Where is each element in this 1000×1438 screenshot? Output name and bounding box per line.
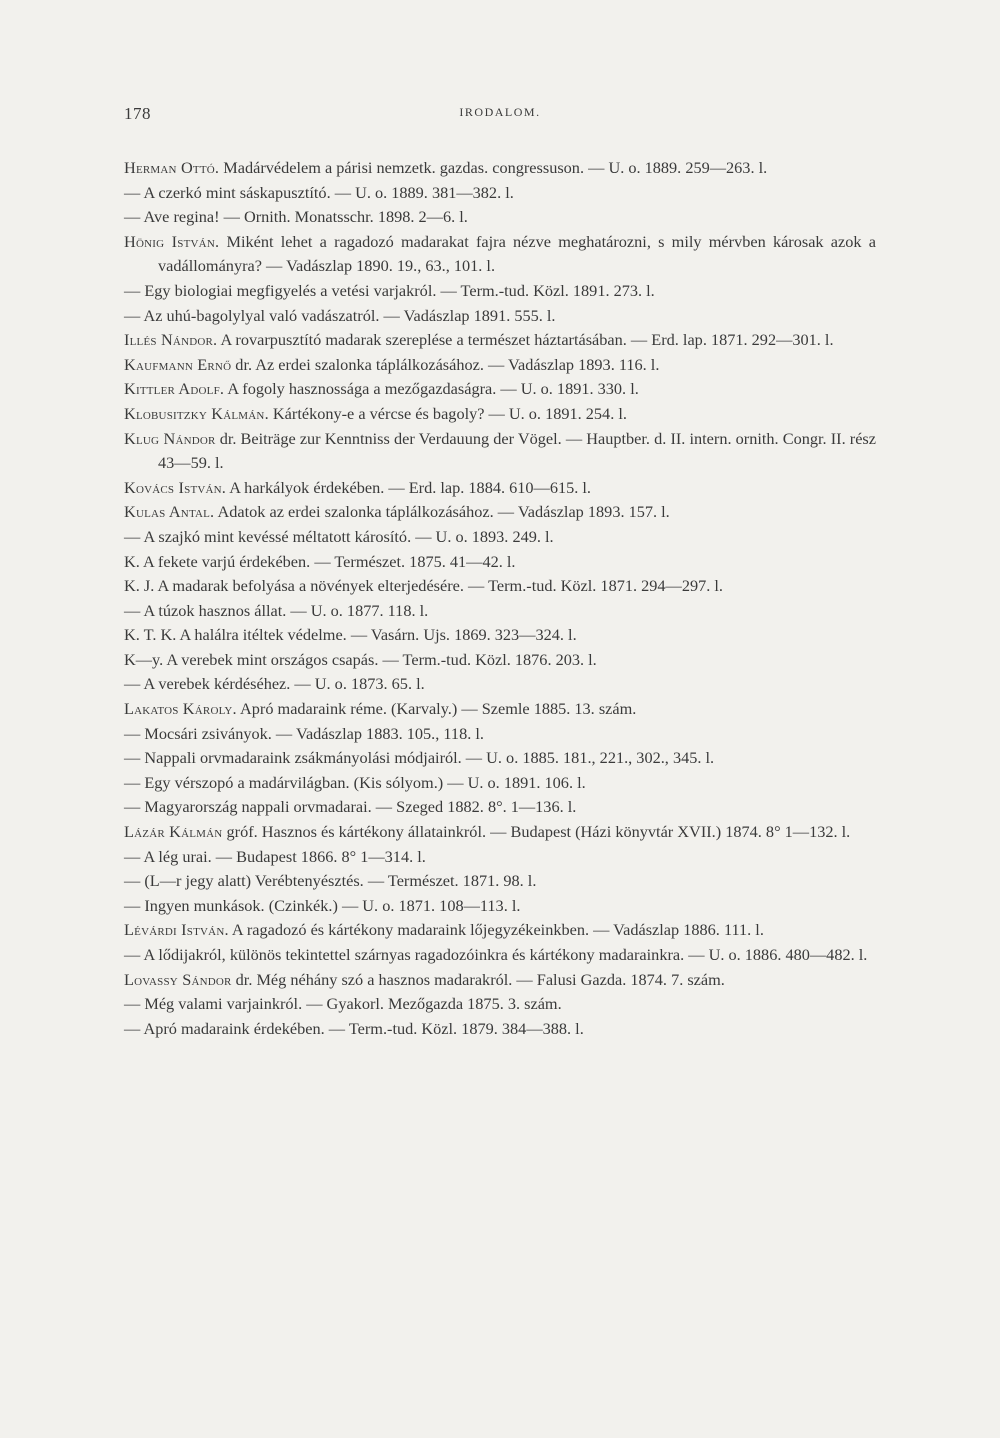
entry-text: A ragadozó és kártékony madaraink lőjegyzékeinkben. — Vadászlap 1886. 111. l. (231, 920, 764, 940)
bibliography-entry (124, 968, 876, 993)
entry-author: Herman Ottó. (124, 158, 220, 177)
entry-text: gróf. Hasznos és kártékony állatainkról. — Budapest (Házi könyvtár XVII.) 1874. 8° 1—132. l. (226, 822, 851, 842)
entry-author: Kittler Adolf. (124, 379, 225, 399)
entry-text: — Ave regina! — Ornith. Monatsschr. 1898. 2—6. l. (124, 207, 468, 227)
entry-author: Klobusitzky Kálmán. (124, 403, 269, 423)
entry-text: — Még valami varjainkról. — Gyakorl. Mezőgazda 1875. 3. szám. (124, 994, 562, 1014)
entry-author: Klug Nándor (124, 428, 216, 448)
entry-text: — A verebek kérdéséhez. — U. o. 1873. 65. l. (124, 674, 425, 694)
bibliography-entry (124, 894, 876, 919)
entry-text: dr. Még néhány szó a hasznos madarakról. — Falusi Gazda. 1874. 7. szám. (235, 969, 725, 989)
bibliography-entry (124, 525, 876, 550)
bibliography-entry (124, 574, 876, 599)
bibliography-entry (124, 918, 876, 943)
entry-text: — (L—r jegy alatt) Verébtenyésztés. — Természet. 1871. 98. l. (124, 871, 537, 891)
bibliography-entry (124, 279, 876, 304)
entry-text: — Ingyen munkások. (Czinkék.) — U. o. 1871. 108—113. l. (124, 895, 521, 915)
bibliography-entry (124, 156, 876, 181)
running-head: IRODALOM. (459, 105, 541, 119)
entry-text: Madárvédelem a párisi nemzetk. gazdas. congressuson. — U. o. 1889. 259—263. l. (223, 158, 768, 177)
entry-text: — Nappali orvmadaraink zsákmányolási módjairól. — U. o. 1885. 181., 221., 302., 345. l. (124, 748, 715, 768)
bibliography-entry (124, 230, 876, 279)
bibliography-entry (124, 697, 876, 722)
entry-text: dr. Az erdei szalonka táplálkozásához. — Vadászlap 1893. 116. l. (235, 354, 660, 374)
page-header (124, 104, 876, 126)
entry-text: Kártékony-e a vércse és bagoly? — U. o. 1891. 254. l. (272, 403, 627, 423)
bibliography-entry (124, 402, 876, 427)
bibliography-entry (124, 181, 876, 206)
entry-author: Lovassy Sándor (124, 969, 232, 989)
entry-text: — A lég urai. — Budapest 1866. 8° 1—314. l. (124, 846, 426, 866)
bibliography-entry (124, 771, 876, 796)
entry-text: K. A fekete varjú érdekében. — Természet. 1875. 41—42. l. (124, 551, 516, 571)
bibliography-entry (124, 599, 876, 624)
bibliography-entry (124, 845, 876, 870)
bibliography-entry (124, 722, 876, 747)
entry-text: A rovarpusztító madarak szereplése a természet háztartásában. — Erd. lap. 1871. 292—301. l. (220, 330, 834, 350)
entry-text: — A szajkó mint kevéssé méltatott károsító. — U. o. 1893. 249. l. (124, 526, 554, 546)
entry-author: Kaufmann Ernő (124, 354, 232, 374)
entry-text: Adatok az erdei szalonka táplálkozásához. — Vadászlap 1893. 157. l. (217, 502, 670, 522)
bibliography-entry (124, 820, 876, 845)
entry-text: A harkályok érdekében. — Erd. lap. 1884. 610—615. l. (229, 477, 591, 497)
entry-author: Kovács István. (124, 477, 227, 497)
bibliography-entry (124, 205, 876, 230)
entry-author: Hönig István. (124, 231, 220, 251)
entry-author: Illés Nándor. (124, 330, 218, 350)
bibliography-entry (124, 648, 876, 673)
entry-text: — A túzok hasznos állat. — U. o. 1877. 118. l. (124, 600, 429, 620)
entry-author: Lakatos Károly. (124, 699, 237, 719)
entry-text: K. J. A madarak befolyása a növények elterjedésére. — Term.-tud. Közl. 1871. 294—297. l. (124, 576, 723, 596)
entry-text: dr. Beiträge zur Kenntniss der Verdauung der Vögel. — Hauptber. d. II. intern. ornith. Congr. II. rész 43—59. l. (158, 428, 876, 473)
entry-author: Kulas Antal. (124, 502, 215, 522)
entry-text: K—y. A verebek mint országos csapás. — Term.-tud. Közl. 1876. 203. l. (124, 649, 597, 669)
page-number: 178 (124, 104, 151, 123)
entry-text: — A czerkó mint sáskapusztító. — U. o. 1889. 381—382. l. (124, 182, 514, 202)
entry-author: Lévárdi István. (124, 920, 229, 940)
entry-text: — A lődijakról, különös tekintettel szárnyas ragadozóinkra és kártékony madarainkra. — U. o. 1886. 480—482. l. (124, 945, 868, 964)
entry-text: — Mocsári zsiványok. — Vadászlap 1883. 105., 118. l. (124, 723, 484, 743)
bibliography-entry (124, 869, 876, 894)
bibliography-entry (124, 427, 876, 476)
bibliography-entry (124, 992, 876, 1017)
bibliography-entry (124, 795, 876, 820)
entry-text: — Egy vérszopó a madárvilágban. (Kis sólyom.) — U. o. 1891. 106. l. (124, 772, 586, 792)
entry-text: — Az uhú-bagolylyal való vadászatról. — Vadászlap 1891. 555. l. (124, 305, 556, 325)
entry-author: Lázár Kálmán (124, 822, 223, 842)
bibliography-list (124, 156, 876, 1041)
bibliography-entry (124, 328, 876, 353)
entry-text: Miként lehet a ragadozó madarakat fajra nézve meghatározni, s mily mérvben károsak azok a vadállományra? — Vadászlap 1890. 19., 63., 101. l. (158, 231, 876, 276)
bibliography-entry (124, 500, 876, 525)
entry-text: — Egy biologiai megfigyelés a vetési varjakról. — Term.-tud. Közl. 1891. 273. l. (124, 280, 655, 300)
bibliography-entry (124, 1017, 876, 1042)
entry-text: — Apró madaraink érdekében. — Term.-tud. Közl. 1879. 384—388. l. (124, 1018, 584, 1038)
bibliography-entry (124, 304, 876, 329)
bibliography-entry (124, 377, 876, 402)
entry-text: A fogoly hasznossága a mezőgazdaságra. — U. o. 1891. 330. l. (227, 379, 639, 399)
entry-text: K. T. K. A halálra itéltek védelme. — Vasárn. Ujs. 1869. 323—324. l. (124, 625, 577, 645)
bibliography-entry (124, 476, 876, 501)
bibliography-entry (124, 353, 876, 378)
bibliography-entry (124, 623, 876, 648)
bibliography-entry (124, 550, 876, 575)
entry-text: Apró madaraink réme. (Karvaly.) — Szemle 1885. 13. szám. (240, 699, 637, 719)
bibliography-entry (124, 746, 876, 771)
bibliography-entry (124, 943, 876, 968)
bibliography-entry (124, 672, 876, 697)
entry-text: — Magyarország nappali orvmadarai. — Szeged 1882. 8°. 1—136. l. (124, 797, 577, 817)
